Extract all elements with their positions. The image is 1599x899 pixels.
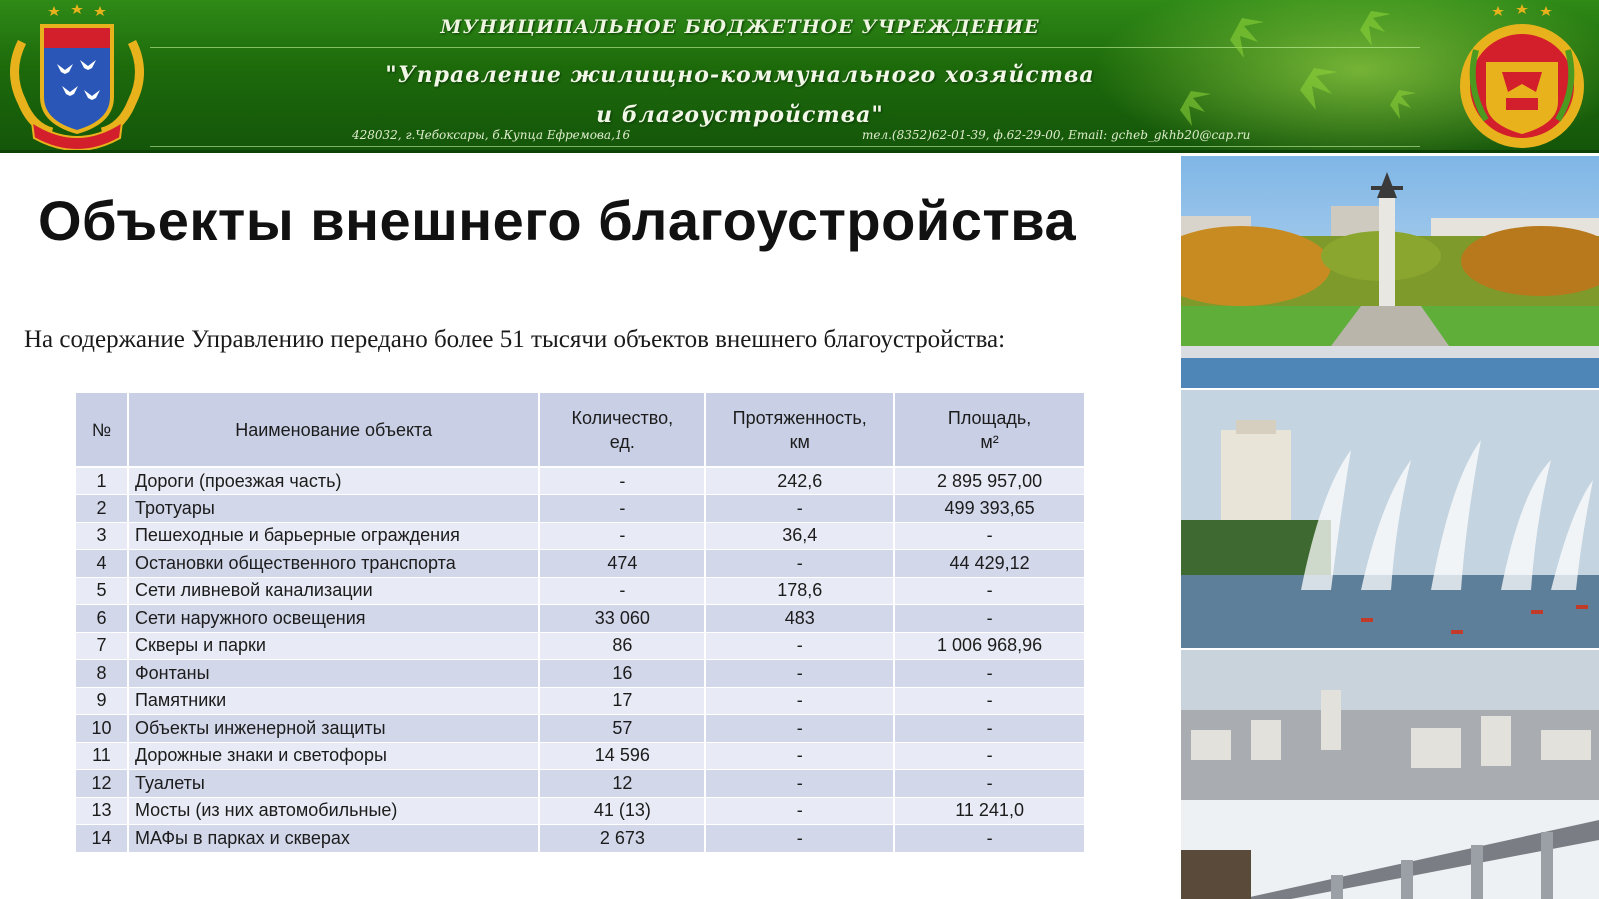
cell-qty: 474 [539,550,705,578]
cell-len: - [705,550,894,578]
cell-qty: 12 [539,770,705,798]
cell-qty: 33 060 [539,605,705,633]
banner-contacts: тел.(8352)62-01-39, ф.62-29-00, Email: gcheb_gkhb20@cap.ru [862,128,1251,142]
cell-len: - [705,825,894,853]
header-len-line2: км [789,431,810,452]
cell-num: 8 [76,660,128,688]
table-row [76,660,1085,688]
cell-area: 1 006 968,96 [894,632,1085,660]
cell-area: - [894,825,1085,853]
header-len-line1: Протяженность, [732,407,867,428]
cell-num: 1 [76,467,128,495]
cell-qty: - [539,577,705,605]
header-qty-line1: Количество, [571,407,674,428]
monument-park-photo [1181,156,1599,388]
cell-num: 2 [76,495,128,523]
cell-num: 3 [76,522,128,550]
cell-num: 4 [76,550,128,578]
table-row [76,742,1085,770]
cell-name: Памятники [128,687,539,715]
cell-len: - [705,632,894,660]
cell-qty: 2 673 [539,825,705,853]
cell-name: Объекты инженерной защиты [128,715,539,743]
table-row [76,467,1085,495]
cell-num: 12 [76,770,128,798]
cell-name: Мосты (из них автомобильные) [128,797,539,825]
cell-name: МАФы в парках и скверах [128,825,539,853]
cell-area: - [894,715,1085,743]
cell-name: Пешеходные и барьерные ограждения [128,522,539,550]
table-row [76,632,1085,660]
objects-table-container [76,393,1086,853]
cell-num: 14 [76,825,128,853]
header-num: № [76,393,128,467]
table-header-row [76,393,1085,467]
cell-num: 10 [76,715,128,743]
cell-len: - [705,742,894,770]
cell-qty: 41 (13) [539,797,705,825]
cell-area: 11 241,0 [894,797,1085,825]
header-area [894,393,1085,467]
table-row [76,550,1085,578]
cell-len: 242,6 [705,467,894,495]
cheboksary-coat-of-arms-icon [2,2,152,152]
cell-name: Туалеты [128,770,539,798]
cell-num: 9 [76,687,128,715]
cell-name: Сети наружного освещения [128,605,539,633]
cell-qty: 57 [539,715,705,743]
cell-area: - [894,687,1085,715]
fountain-bay-photo [1181,390,1599,648]
cell-name: Скверы и парки [128,632,539,660]
table-row [76,687,1085,715]
cell-qty: - [539,495,705,523]
cell-len: - [705,660,894,688]
cell-name: Дорожные знаки и светофоры [128,742,539,770]
table-row [76,825,1085,853]
cell-area: - [894,605,1085,633]
cell-num: 13 [76,797,128,825]
cell-qty: 14 596 [539,742,705,770]
cell-len: - [705,715,894,743]
cell-qty: 16 [539,660,705,688]
table-row [76,797,1085,825]
cell-num: 7 [76,632,128,660]
page-title: Объекты внешнего благоустройства [38,189,1077,252]
cell-num: 11 [76,742,128,770]
banner-institution-name: "Управление жилищно-коммунального хозяйства [385,62,1095,88]
banner-address: 428032, г.Чебоксары, б.Купца Ефремова,16 [352,128,631,142]
cell-area: - [894,522,1085,550]
table-row [76,577,1085,605]
cell-area: - [894,577,1085,605]
objects-table [76,393,1086,853]
chuvash-republic-emblem-icon [1446,2,1598,152]
cell-len: - [705,687,894,715]
cell-num: 5 [76,577,128,605]
cell-qty: 17 [539,687,705,715]
cell-name: Сети ливневой канализации [128,577,539,605]
header-banner [0,0,1599,153]
header-name: Наименование объекта [128,393,539,467]
cell-area: - [894,660,1085,688]
cell-name: Фонтаны [128,660,539,688]
cell-name: Тротуары [128,495,539,523]
table-row [76,770,1085,798]
header-qty-line2: ед. [609,431,635,452]
cell-len: - [705,495,894,523]
cell-area: 499 393,65 [894,495,1085,523]
table-row [76,522,1085,550]
cell-name: Остановки общественного транспорта [128,550,539,578]
cell-area: 2 895 957,00 [894,467,1085,495]
header-area-line1: Площадь, [947,407,1032,428]
cell-area: - [894,770,1085,798]
cell-qty: - [539,467,705,495]
cell-qty: 86 [539,632,705,660]
winter-city-bridge-photo [1181,650,1599,899]
cell-name: Дороги (проезжая часть) [128,467,539,495]
cell-len: 483 [705,605,894,633]
intro-text: На содержание Управлению передано более 51 тысячи объектов внешнего благоустройства: [24,326,1006,353]
cell-num: 6 [76,605,128,633]
cell-area: 44 429,12 [894,550,1085,578]
cell-len: 178,6 [705,577,894,605]
table-row [76,495,1085,523]
table-row [76,715,1085,743]
header-qty [539,393,705,467]
cell-len: 36,4 [705,522,894,550]
cell-qty: - [539,522,705,550]
header-area-line2: м² [980,431,999,452]
banner-institution-name-cont: и благоустройства" [596,102,884,128]
cell-len: - [705,797,894,825]
cell-len: - [705,770,894,798]
header-len [705,393,894,467]
banner-institution-type: МУНИЦИПАЛЬНОЕ БЮДЖЕТНОЕ УЧРЕЖДЕНИЕ [440,16,1040,38]
table-body [76,467,1085,852]
table-row [76,605,1085,633]
cell-area: - [894,742,1085,770]
